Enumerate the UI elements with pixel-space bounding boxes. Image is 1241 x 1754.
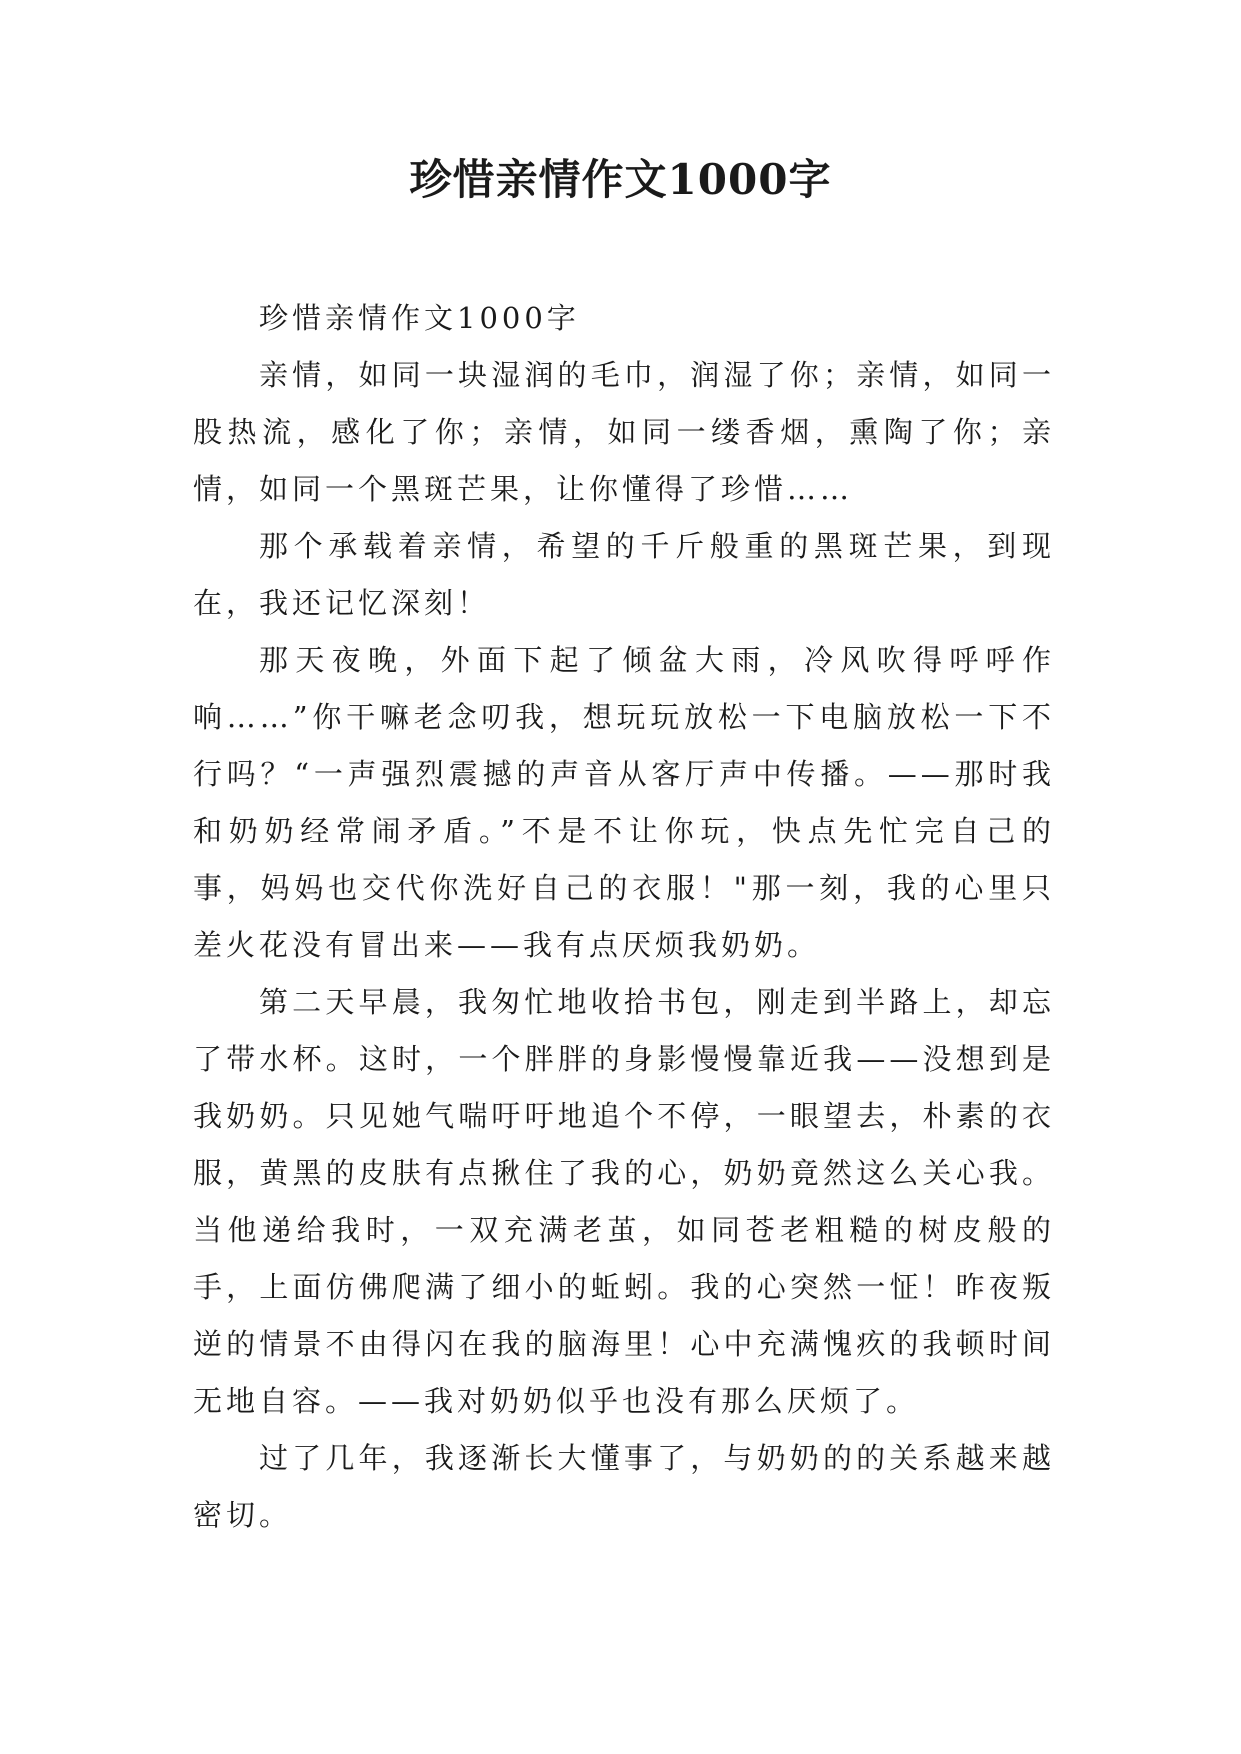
paragraph-4: 第二天早晨，我匆忙地收拾书包，刚走到半路上，却忘了带水杯。这时，一个胖胖的身影慢慢靠近我——没想到是我奶奶。只见她气喘吁吁地追个不停，一眼望去，朴素的衣服，黄黑的皮肤有点揪住了我的心，奶奶竟然这么关心我。当他递给我时，一双充满老茧，如同苍老粗糙的树皮般的手，上面仿佛爬满了细小的蚯蚓。我的心突然一怔！昨夜叛逆的情景不由得闪在我的脑海里！心中充满愧疚的我顿时间无地自容。——我对奶奶似乎也没有那么厌烦了。 <box>193 985 1055 1418</box>
paragraph-5: 过了几年，我逐渐长大懂事了，与奶奶的的关系越来越密切。 <box>193 1441 1055 1532</box>
paragraph-3: 那天夜晚，外面下起了倾盆大雨，冷风吹得呼呼作响……”你干嘛老念叨我，想玩玩放松一下电脑放松一下不行吗？“一声强烈震撼的声音从客厅声中传播。——那时我和奶奶经常闹矛盾。”不是不让你玩，快点先忙完自己的事，妈妈也交代你洗好自己的衣服！"那一刻，我的心里只差火花没有冒出来——我有点厌烦我奶奶。 <box>193 643 1055 962</box>
paragraph-2: 那个承载着亲情，希望的千斤般重的黑斑芒果，到现在，我还记忆深刻！ <box>193 529 1055 620</box>
document-body <box>193 290 1055 1544</box>
paragraph-1: 亲情，如同一块湿润的毛巾，润湿了你；亲情，如同一股热流，感化了你；亲情，如同一缕香烟，熏陶了你；亲情，如同一个黑斑芒果，让你懂得了珍惜…… <box>193 358 1055 506</box>
paragraph-subtitle: 珍惜亲情作文1000字 <box>259 301 580 335</box>
document-title: 珍惜亲情作文1000字 <box>409 155 832 204</box>
